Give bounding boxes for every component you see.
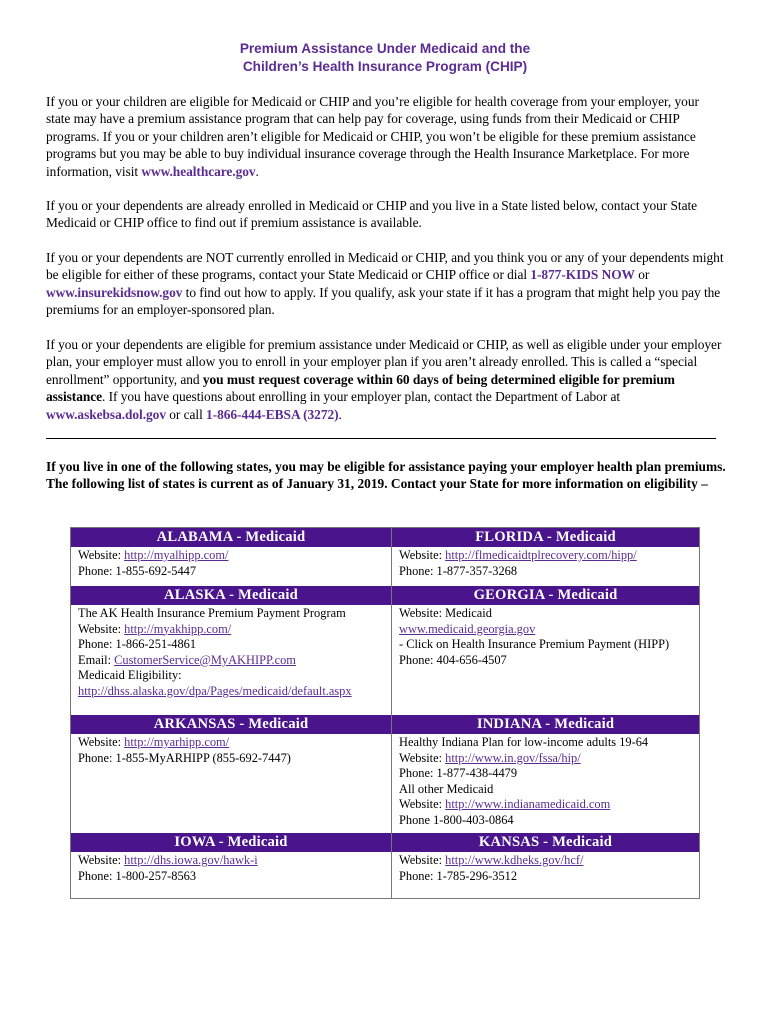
kansas-website-row: [399, 853, 699, 869]
alaska-email-link[interactable]: CustomerService@MyAKHIPP.com: [114, 652, 296, 667]
florida-info: [392, 547, 699, 579]
kansas-header: KANSAS - Medicaid: [392, 833, 699, 852]
website-label: Website:: [399, 750, 446, 765]
florida-website-link[interactable]: http://flmedicaidtplrecovery.com/hipp/: [445, 548, 637, 562]
intro-end: .: [255, 163, 259, 179]
ebsa-phone-link[interactable]: 1-866-444-EBSA (3272): [206, 406, 339, 422]
states-table: [70, 527, 700, 899]
section-divider: [46, 438, 716, 439]
healthcare-gov-link[interactable]: www.healthcare.gov: [141, 163, 256, 179]
indiana-website-link[interactable]: http://www.in.gov/fssa/hip/: [445, 750, 581, 765]
title-line-1: Premium Assistance Under Medicaid and the: [239, 41, 531, 56]
georgia-website-label: Website: Medicaid: [399, 606, 492, 620]
indiana-header: INDIANA - Medicaid: [392, 715, 699, 734]
askebsa-link[interactable]: www.askebsa.dol.gov: [46, 406, 166, 422]
arkansas-info: [71, 734, 391, 766]
indiana-website-row-2: [399, 797, 699, 813]
alaska-website-link[interactable]: http://myakhipp.com/: [124, 621, 232, 636]
iowa-info: [71, 852, 391, 884]
intro-paragraph: [46, 93, 724, 180]
alaska-email-row: [78, 653, 391, 669]
intro-text: If you or your children are eligible for Medicaid or CHIP and you’re eligible for health coverage from your employer, your state may have a premium assistance program that can help pay for coverage, using funds from their Medicaid or CHIP programs. If you or your children aren’t eligible for Medicaid or CHIP, you won’t be eligible for these premium assistance programs but you may be able to buy individual insurance coverage through the Health Insurance Marketplace. For more information, visit: [46, 94, 699, 179]
iowa-phone: Phone: 1-800-257-8563: [78, 868, 197, 883]
website-label: Website:: [399, 797, 446, 812]
alaska-header: ALASKA - Medicaid: [71, 586, 391, 605]
title-line-2: Children’s Health Insurance Program (CHIP): [242, 59, 528, 74]
alabama-phone: Phone: 1-855-692-5447: [78, 563, 197, 578]
special-enrollment-end: .: [338, 406, 342, 422]
not-enrolled-text: If you or your dependents are NOT currently enrolled in Medicaid or CHIP, and you think you or any of your dependents might be eligible for either of these programs, contact your State Medicaid or CHIP office or dial: [46, 250, 724, 283]
not-enrolled-mid: or: [634, 267, 650, 283]
special-enrollment-text: If you or your dependents are eligible for premium assistance under Medicaid or CHIP, as well as eligible under your employer plan, your employer must allow you to enroll in your employer plan if you aren’t already enrolled. This is called a “special enrollment” opportunity, and: [46, 337, 722, 387]
alaska-info: [71, 605, 391, 700]
email-label: Email:: [78, 652, 115, 667]
georgia-header: GEORGIA - Medicaid: [392, 586, 699, 605]
indiana-medicaid-link[interactable]: http://www.indianamedicaid.com: [445, 797, 611, 812]
insurekidsnow-link[interactable]: www.insurekidsnow.gov: [46, 284, 183, 300]
alaska-website-row: [78, 622, 391, 638]
iowa-header: IOWA - Medicaid: [71, 833, 391, 852]
website-label: Website:: [399, 548, 446, 562]
georgia-phone: Phone: 404-656-4507: [399, 652, 507, 667]
arkansas-website-row: [78, 735, 391, 751]
enrolled-paragraph: [46, 197, 724, 232]
website-label: Website:: [399, 853, 446, 867]
sixty-days-notice: you must request coverage within 60 days of being determined eligible for premium assistance: [46, 371, 675, 405]
page-title: [0, 40, 770, 76]
not-enrolled-end: to find out how to apply. If you qualify, ask your state if it has a program that might help you pay the premiums for an employer-sponsored plan.: [46, 284, 721, 318]
kansas-info: [392, 852, 699, 884]
enrolled-text: If you or your dependents are already enrolled in Medicaid or CHIP and you live in a State listed below, contact your State Medicaid or CHIP office to find out if premium assistance is available.: [46, 198, 698, 231]
alabama-header: ALABAMA - Medicaid: [71, 528, 391, 547]
website-label: Website:: [78, 548, 125, 562]
special-enrollment-mid2: or call: [165, 406, 207, 422]
special-enrollment-mid: . If you have questions about enrolling in your employer plan, contact the Department of Labor at: [102, 389, 621, 405]
not-enrolled-paragraph: [46, 249, 724, 319]
georgia-info: [392, 605, 699, 668]
website-label: Website:: [78, 621, 125, 636]
arkansas-website-link[interactable]: http://myarhipp.com/: [124, 735, 230, 749]
indiana-other-medicaid: All other Medicaid: [399, 781, 494, 796]
iowa-website-link[interactable]: http://dhs.iowa.gov/hawk-i: [124, 853, 258, 867]
georgia-hipp-note: - Click on Health Insurance Premium Payment (HIPP): [399, 637, 670, 652]
florida-header: FLORIDA - Medicaid: [392, 528, 699, 547]
special-enrollment-paragraph: [46, 336, 724, 423]
alabama-info: [71, 547, 391, 579]
florida-website-row: [399, 548, 699, 564]
florida-phone: Phone: 1-877-357-3268: [399, 563, 518, 578]
iowa-website-row: [78, 853, 391, 869]
arkansas-phone: Phone: 1-855-MyARHIPP (855-692-7447): [78, 750, 291, 765]
kids-now-phone-link[interactable]: 1-877-KIDS NOW: [530, 267, 635, 283]
alaska-eligibility-link[interactable]: http://dhss.alaska.gov/dpa/Pages/medicaid/default.aspx: [78, 683, 352, 698]
website-label: Website:: [78, 735, 125, 749]
indiana-phone-2: Phone 1-800-403-0864: [399, 812, 514, 827]
alaska-eligibility-label: Medicaid Eligibility:: [78, 668, 182, 683]
states-intro: If you live in one of the following states, you may be eligible for assistance paying your employer health plan premiums. The following list of states is current as of January 31, 2019. Contact your State for more information on eligibility –: [46, 459, 726, 492]
website-label: Website:: [78, 853, 125, 867]
indiana-info: [392, 734, 699, 829]
kansas-phone: Phone: 1-785-296-3512: [399, 868, 518, 883]
indiana-plan: Healthy Indiana Plan for low-income adults 19-64: [399, 735, 649, 749]
indiana-phone-1: Phone: 1-877-438-4479: [399, 766, 518, 781]
alabama-website-row: [78, 548, 391, 564]
kansas-website-link[interactable]: http://www.kdheks.gov/hcf/: [445, 853, 584, 867]
alabama-website-link[interactable]: http://myalhipp.com/: [124, 548, 229, 562]
alaska-program: The AK Health Insurance Premium Payment Program: [78, 606, 346, 620]
indiana-website-row: [399, 751, 699, 767]
arkansas-header: ARKANSAS - Medicaid: [71, 715, 391, 734]
alaska-phone: Phone: 1-866-251-4861: [78, 637, 197, 652]
georgia-website-link[interactable]: www.medicaid.georgia.gov: [399, 621, 536, 636]
